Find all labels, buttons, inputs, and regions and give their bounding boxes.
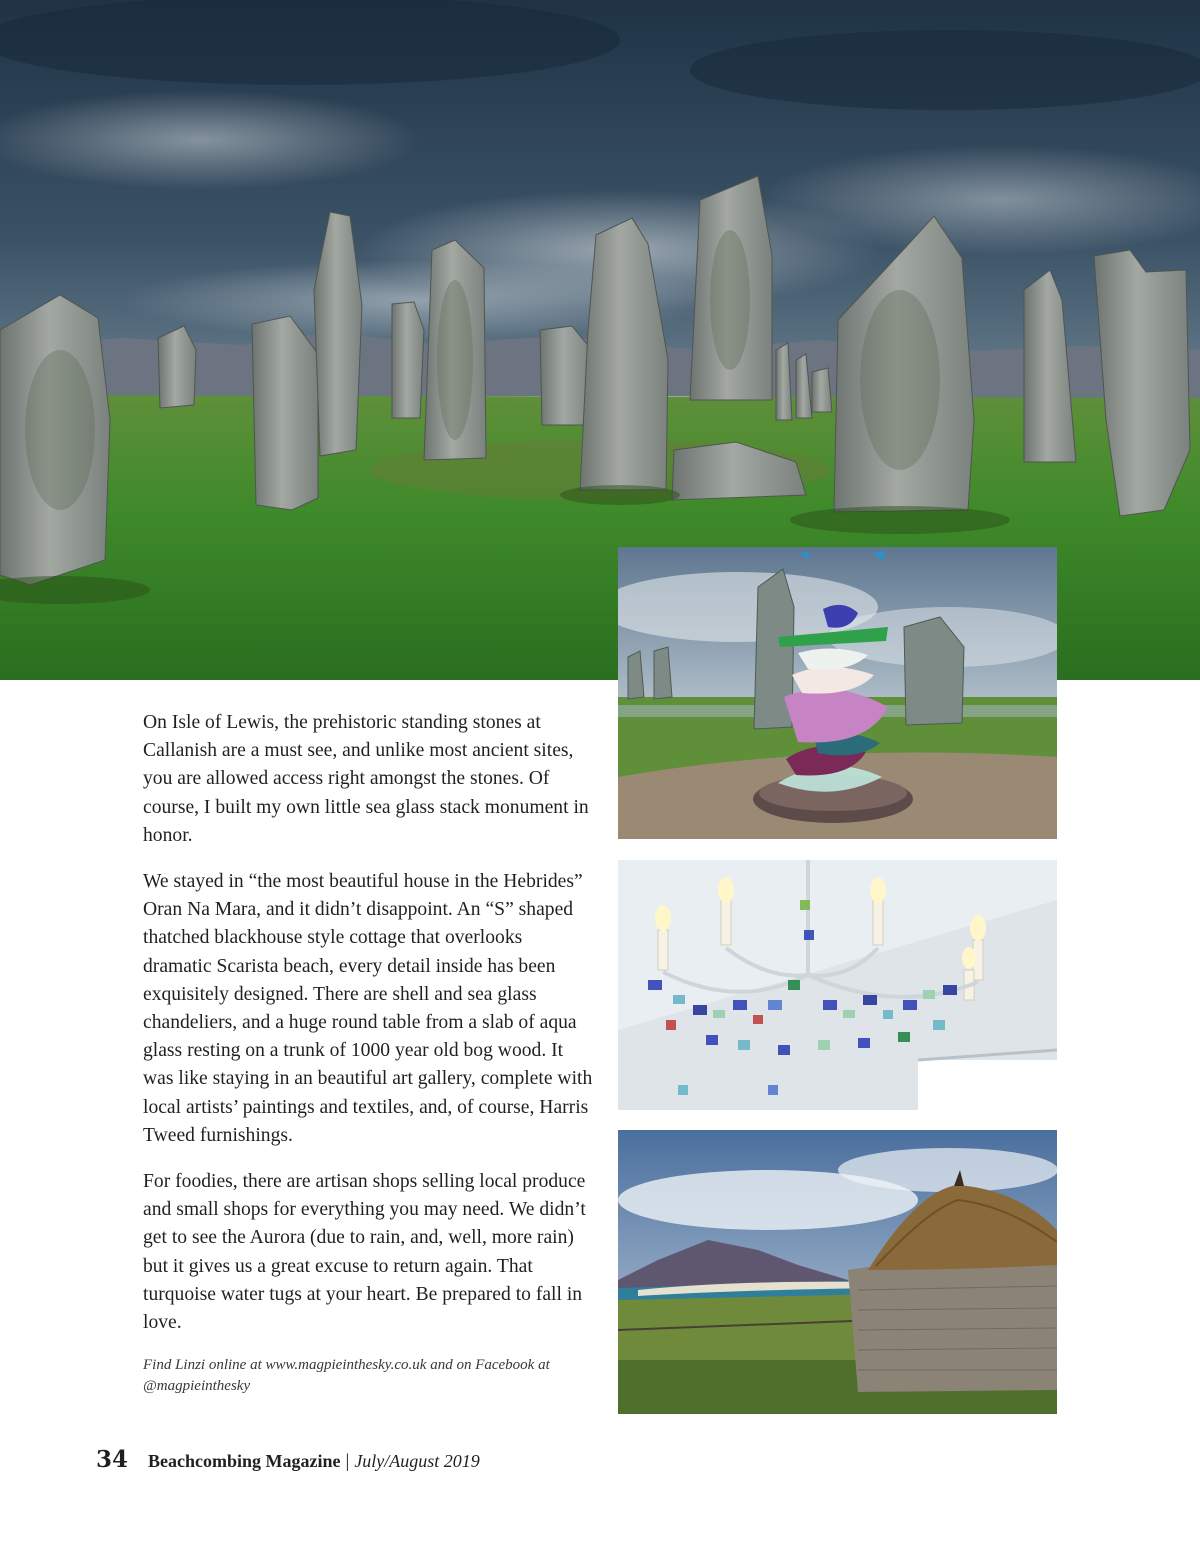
footer-separator: | — [345, 1451, 350, 1472]
author-credit: Find Linzi online at www.magpieinthesky.co.uk and on Facebook at @magpieinthesky — [143, 1357, 550, 1395]
page-number: 34 — [96, 1446, 129, 1473]
article-body — [143, 709, 593, 1397]
sea-glass-chandelier-photo — [618, 860, 1057, 1110]
issue-date: July/August 2019 — [354, 1451, 480, 1471]
paragraph-foodies: For foodies, there are artisan shops selling local produce and small shops for everything you may need. We didn’t get to see the Aurora (due to rain, and, well, more rain) but it gives us a great excuse to return again. That turquoise water tugs at your heart. Be prepared to fall in love. — [143, 1171, 586, 1334]
page-footer — [96, 1446, 480, 1478]
magazine-name: Beachcombing Magazine — [148, 1451, 341, 1471]
sea-glass-stack-photo — [618, 547, 1057, 839]
sea-glass-stack-illustration — [618, 547, 1057, 839]
blackhouse-cottage-photo — [618, 1130, 1057, 1414]
chandelier-illustration — [618, 860, 1057, 1110]
paragraph-callanish: On Isle of Lewis, the prehistoric standing stones at Callanish are a must see, and unlike most ancient sites, you are allowed access right amongst the stones. Of course, I built my own little sea glass stack monument in honor. — [143, 712, 589, 846]
blackhouse-illustration — [618, 1130, 1057, 1414]
paragraph-oran-na-mara: We stayed in “the most beautiful house in the Hebrides” Oran Na Mara, and it didn’t disappoint. An “S” shaped thatched blackhouse style cottage that overlooks dramatic Scarista beach, every detail inside has been exquisitely designed. There are shell and sea glass chandeliers, and a huge round table from a slab of aqua glass resting on a trunk of 1000 year old bog wood. It was like staying in an beautiful art gallery, complete with local artists’ paintings and textiles, and, of course, Harris Tweed furnishings. — [143, 871, 593, 1146]
